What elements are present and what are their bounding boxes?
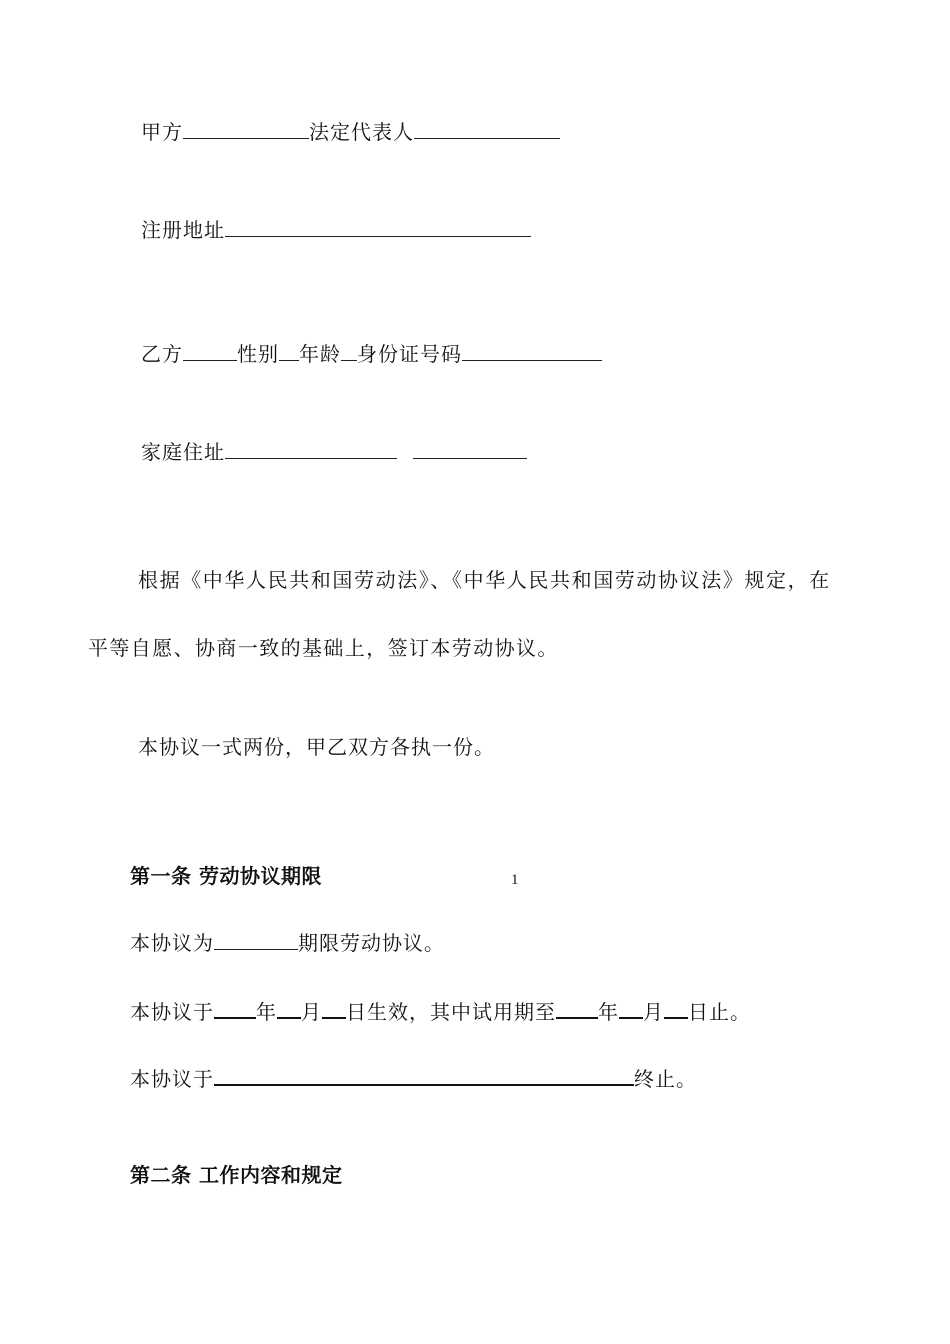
- term-pre: 本协议为: [130, 931, 214, 955]
- effective-day-text: 日生效，其中试用期至: [346, 1000, 556, 1024]
- effective-pre: 本协议于: [130, 1000, 214, 1024]
- legal-rep-blank[interactable]: [414, 118, 560, 139]
- gender-label: 性别: [237, 342, 279, 366]
- effective-year-blank[interactable]: [214, 997, 256, 1019]
- address-line: [141, 216, 531, 244]
- effective-day-blank[interactable]: [322, 997, 346, 1019]
- probation-year: 年: [598, 1000, 619, 1024]
- termination-post: 终止。: [634, 1067, 697, 1091]
- effective-line: [130, 997, 751, 1026]
- age-label: 年龄: [299, 342, 341, 366]
- id-number-blank[interactable]: [462, 340, 602, 361]
- probation-year-blank[interactable]: [556, 997, 598, 1019]
- probation-month: 月: [643, 1000, 664, 1024]
- party-b-line: [141, 340, 602, 368]
- termination-blank[interactable]: [214, 1064, 634, 1086]
- home-address-blank-2[interactable]: [413, 438, 527, 459]
- article-2-title: 第二条 工作内容和规定: [130, 1163, 343, 1187]
- copies-text: 本协议一式两份，甲乙双方各执一份。: [138, 735, 495, 759]
- termination-pre: 本协议于: [130, 1067, 214, 1091]
- age-blank[interactable]: [341, 340, 357, 361]
- probation-end: 日止。: [688, 1000, 751, 1024]
- gender-blank[interactable]: [279, 340, 299, 361]
- party-a-line: [141, 118, 560, 146]
- home-address-label: 家庭住址: [141, 440, 225, 464]
- probation-month-blank[interactable]: [619, 997, 643, 1019]
- party-b-blank[interactable]: [183, 340, 237, 361]
- page-number: 1: [511, 872, 519, 888]
- term-line: [130, 929, 445, 957]
- legal-rep-label: 法定代表人: [309, 120, 414, 144]
- term-post: 期限劳动协议。: [298, 931, 445, 955]
- home-address-blank-1[interactable]: [225, 438, 397, 459]
- address-label: 注册地址: [141, 218, 225, 242]
- party-b-label: 乙方: [141, 342, 183, 366]
- address-blank[interactable]: [225, 216, 531, 237]
- id-number-label: 身份证号码: [357, 342, 462, 366]
- effective-year: 年: [256, 1000, 277, 1024]
- term-blank[interactable]: [214, 929, 298, 950]
- termination-line: [130, 1064, 697, 1093]
- effective-month: 月: [301, 1000, 322, 1024]
- intro-line-1: 根据《中华人民共和国劳动法》、《中华人民共和国劳动协议法》规定，在: [138, 568, 831, 592]
- home-address-line: [141, 438, 527, 466]
- effective-month-blank[interactable]: [277, 997, 301, 1019]
- article-1-title: 第一条 劳动协议期限: [130, 864, 322, 888]
- probation-day-blank[interactable]: [664, 997, 688, 1019]
- intro-line-2: 平等自愿、协商一致的基础上，签订本劳动协议。: [88, 636, 559, 660]
- party-a-label: 甲方: [141, 120, 183, 144]
- party-a-blank[interactable]: [183, 118, 309, 139]
